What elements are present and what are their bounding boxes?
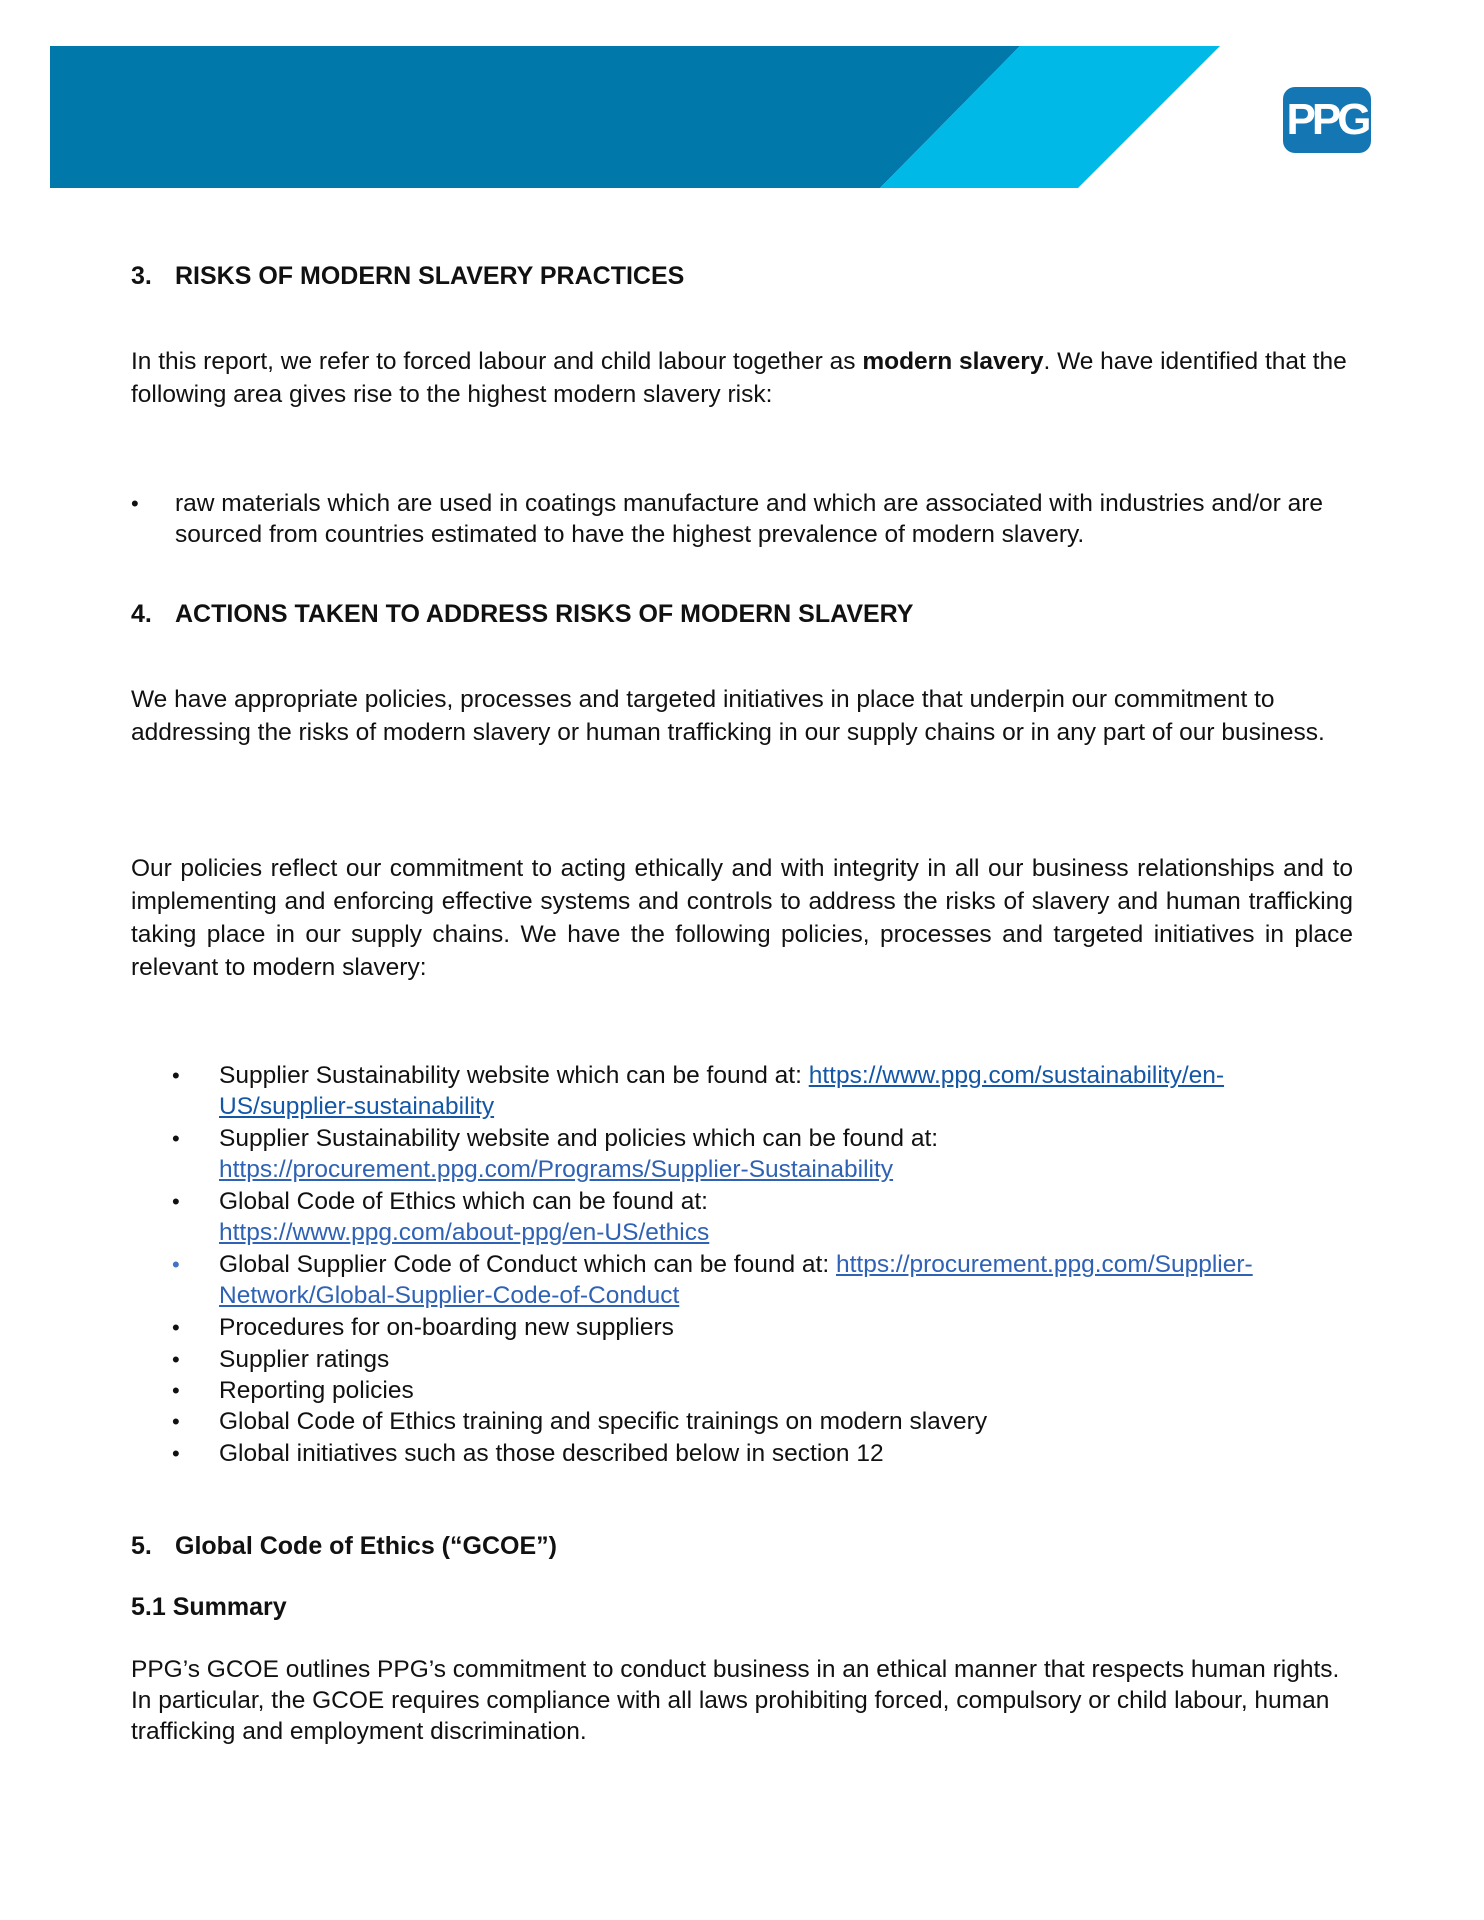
section-title: ACTIONS TAKEN TO ADDRESS RISKS OF MODERN SLAVERY bbox=[175, 600, 914, 628]
list-item bbox=[172, 1186, 1353, 1248]
bullet-icon: • bbox=[131, 491, 139, 516]
list-item bbox=[172, 1060, 1353, 1122]
section-number: 4. bbox=[131, 600, 152, 628]
bullet-icon: • bbox=[172, 1315, 180, 1340]
list-item-text: Reporting policies bbox=[219, 1377, 414, 1404]
section-3-heading bbox=[131, 262, 684, 291]
list-item bbox=[172, 1438, 1353, 1469]
section-5-heading bbox=[131, 1532, 557, 1561]
header-banner bbox=[0, 0, 1484, 200]
ppg-logo: PPG bbox=[1283, 87, 1371, 153]
section-number: 5. bbox=[131, 1532, 152, 1560]
list-item-text: Supplier Sustainability website which can be found at: bbox=[219, 1062, 809, 1089]
supplier-sustainability-link[interactable]: https://www.ppg.com/sustainability/en-US/supplier-sustainability bbox=[219, 1062, 1225, 1120]
intro-text-continued: . We have identified that the following area gives rise to the highest modern slavery risk: bbox=[131, 348, 1347, 408]
subsection-5-1-heading: 5.1 Summary bbox=[131, 1593, 287, 1621]
list-item bbox=[172, 1312, 1353, 1343]
bullet-icon: • bbox=[172, 1063, 180, 1088]
supplier-code-of-conduct-link[interactable]: https://procurement.ppg.com/Supplier-Network/Global-Supplier-Code-of-Conduct bbox=[219, 1251, 1253, 1309]
list-item-text: Global Code of Ethics which can be found at: bbox=[219, 1188, 708, 1215]
list-item-text: raw materials which are used in coatings manufacture and which are associated with industries and/or are sourced from countries estimated to have the highest prevalence of modern slavery. bbox=[175, 490, 1324, 548]
bullet-icon: • bbox=[172, 1409, 180, 1434]
section-3-intro bbox=[131, 345, 1353, 411]
list-item-text: Procedures for on-boarding new suppliers bbox=[219, 1314, 674, 1341]
list-item bbox=[172, 1123, 1353, 1185]
list-item bbox=[172, 1375, 1353, 1406]
list-item-text: Global Supplier Code of Conduct which can be found at: bbox=[219, 1251, 836, 1278]
list-item bbox=[172, 1406, 1353, 1437]
section-4-heading bbox=[131, 600, 913, 629]
bullet-icon: • bbox=[172, 1189, 180, 1214]
list-item bbox=[172, 1249, 1353, 1311]
intro-bold-term: modern slavery bbox=[862, 348, 1044, 375]
section-4-para-1: We have appropriate policies, processes and targeted initiatives in place that underpin our commitment to addressing the risks of modern slavery or human trafficking in our supply chains or in any part of our business. bbox=[131, 686, 1325, 746]
list-item-text: Global initiatives such as those described below in section 12 bbox=[219, 1440, 884, 1467]
section-4-para-2: Our policies reflect our commitment to acting ethically and with integrity in all our business relationships and to implementing and enforcing effective systems and controls to address the risks of slavery and human trafficking taking place in our supply chains. We have the following policies, processes and targeted initiatives in place relevant to modern slavery: bbox=[131, 855, 1353, 981]
bullet-icon: • bbox=[172, 1441, 180, 1466]
bullet-icon: • bbox=[172, 1252, 180, 1277]
bullet-icon: • bbox=[172, 1126, 180, 1151]
list-item-text: Supplier Sustainability website and policies which can be found at: bbox=[219, 1125, 939, 1152]
list-item bbox=[172, 1344, 1353, 1375]
list-item-text: Global Code of Ethics training and specific trainings on modern slavery bbox=[219, 1408, 988, 1435]
ethics-link[interactable]: https://www.ppg.com/about-ppg/en-US/ethics bbox=[219, 1219, 710, 1246]
section-number: 3. bbox=[131, 262, 152, 290]
list-item-text: Supplier ratings bbox=[219, 1346, 390, 1373]
list-item bbox=[131, 488, 1353, 550]
bullet-icon: • bbox=[172, 1347, 180, 1372]
banner-graphic bbox=[0, 0, 1484, 200]
section-title: Global Code of Ethics (“GCOE”) bbox=[175, 1532, 557, 1560]
section-5-para: PPG’s GCOE outlines PPG’s commitment to conduct business in an ethical manner that respects human rights. In particular, the GCOE requires compliance with all laws prohibiting forced, compulsory or child labour, human trafficking and employment discrimination. bbox=[131, 1656, 1340, 1745]
section-title: RISKS OF MODERN SLAVERY PRACTICES bbox=[175, 262, 685, 290]
intro-text: In this report, we refer to forced labour and child labour together as bbox=[131, 348, 863, 375]
bullet-icon: • bbox=[172, 1378, 180, 1403]
procurement-sustainability-link[interactable]: https://procurement.ppg.com/Programs/Supplier-Sustainability bbox=[219, 1156, 894, 1183]
